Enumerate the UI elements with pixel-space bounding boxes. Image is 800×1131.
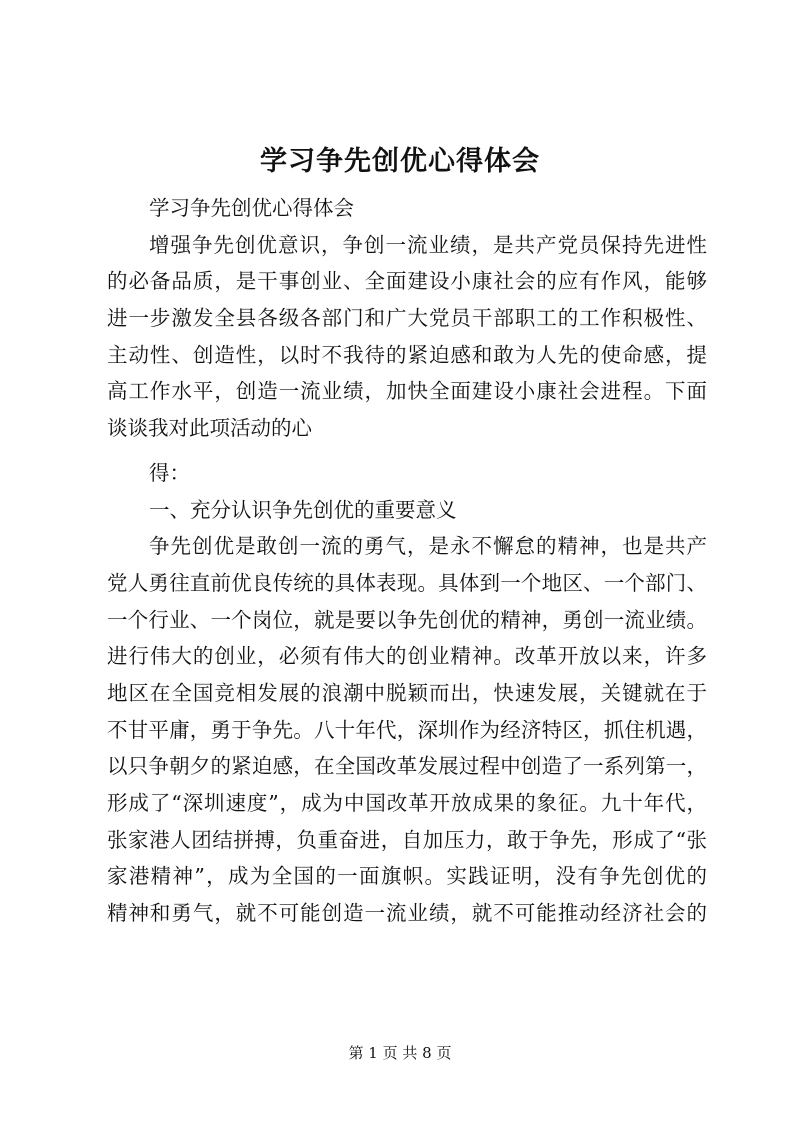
- page-footer: 第 1 页 共 8 页: [348, 1044, 452, 1062]
- paragraph-line: 党人勇往直前优良传统的具体表现。具体到一个地区、一个部门、: [107, 570, 707, 595]
- paragraph-line: 的必备品质，是干事创业、全面建设小康社会的应有作风，能够: [107, 269, 707, 294]
- paragraph-line: 以只争朝夕的紧迫感，在全国改革发展过程中创造了一系列第一，: [107, 754, 707, 779]
- document-title: 学习争先创优心得体会: [260, 146, 540, 177]
- paragraph-line: 形成了“深圳速度”，成为中国改革开放成果的象征。九十年代，: [107, 791, 707, 815]
- paragraph-line: 家港精神”，成为全国的一面旗帜。实践证明，没有争先创优的: [107, 864, 707, 889]
- paragraph-line: 进一步激发全县各级各部门和广大党员干部职工的工作积极性、: [107, 306, 707, 331]
- paragraph-line: 张家港人团结拼搏，负重奋进，自加压力，敢于争先，形成了“张: [107, 827, 707, 852]
- paragraph-line: 进行伟大的创业，必须有伟大的创业精神。改革开放以来，许多: [107, 644, 707, 669]
- document-body: [107, 190, 707, 932]
- paragraph-line: 谈谈我对此项活动的心: [107, 416, 312, 441]
- paragraph-line: 不甘平庸，勇于争先。八十年代，深圳作为经济特区，抓住机遇，: [107, 717, 707, 742]
- section-heading: 一、充分认识争先创优的重要意义: [149, 497, 457, 522]
- paragraph-line: 精神和勇气，就不可能创造一流业绩，就不可能推动经济社会的: [107, 901, 707, 926]
- paragraph-line: 争先创优是敢创一流的勇气，是永不懈怠的精神，也是共产: [149, 534, 707, 559]
- paragraph-line: 高工作水平，创造一流业绩，加快全面建设小康社会进程。下面: [107, 379, 707, 404]
- paragraph-line: 得：: [149, 460, 190, 485]
- paragraph-line: 地区在全国竞相发展的浪潮中脱颖而出，快速发展，关键就在于: [107, 680, 707, 705]
- paragraph-line: 一个行业、一个岗位，就是要以争先创优的精神，勇创一流业绩。: [107, 607, 707, 632]
- paragraph-line: 学习争先创优心得体会: [149, 196, 354, 220]
- paragraph-line: 增强争先创优意识，争创一流业绩，是共产党员保持先进性: [149, 232, 707, 257]
- paragraph-gap: [107, 447, 707, 455]
- paragraph-line: 主动性、创造性，以时不我待的紧迫感和敢为人先的使命感，提: [107, 342, 707, 367]
